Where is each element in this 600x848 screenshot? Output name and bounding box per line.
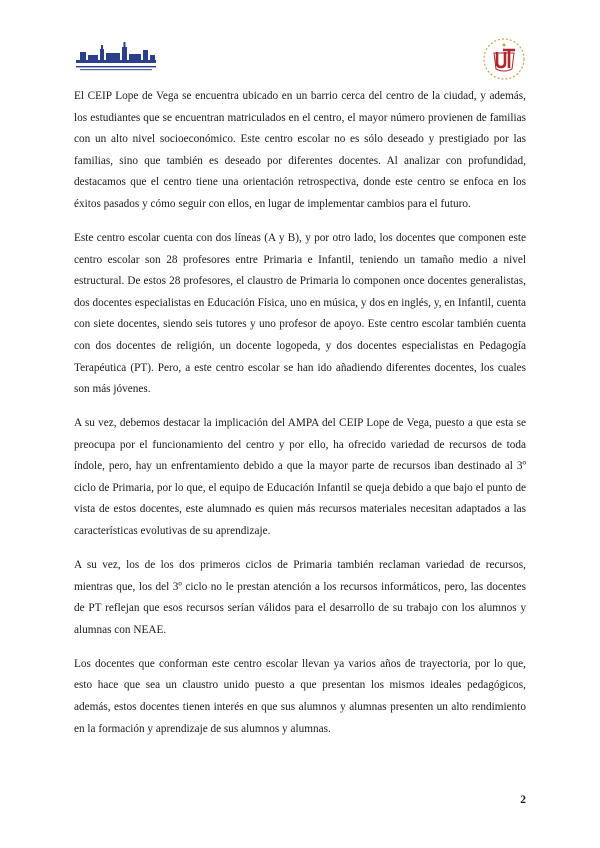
page-number: 2	[520, 794, 526, 806]
page-header	[0, 0, 600, 85]
paragraph: A su vez, los de los dos primeros ciclos de Primaria también reclaman variedad de recursos, mientras que, los del 3º ciclo no le prestan atención a los recursos informáticos, pero, las docentes de PT reflejan que esos recursos serían válidos para el desarrollo de su trabajo con los alumnos y alumnas con NEAE.	[74, 559, 526, 636]
paragraph: Este centro escolar cuenta con dos líneas (A y B), y por otro lado, los docentes que componen este centro escolar son 28 profesores entre Primaria e Infantil, teniendo un tamaño medio a nivel estructural. De estos 28 profesores, el claustro de Primaria lo componen once docentes generalistas, dos docentes especialistas en Educación Física, uno en música, y dos en inglés, y, en Infantil, cuenta con siete docentes, siendo seis tutores y uno profesor de apoyo. Este centro escolar también cuenta con dos docentes de religión, un docente logopeda, y dos docentes especialistas en Pedagogía Terapéutica (PT). Pero, a este centro escolar se han ido añadiendo diferentes docentes, los cuales son más jóvenes.	[74, 231, 526, 396]
paragraph: Los docentes que conforman este centro escolar llevan ya varios años de trayectoria, por lo que, esto hace que sea un claustro unido puesto a que presentan los mismos ideales pedagógicos, además, estos docentes tienen interés en que sus alumnos y alumnas presenten un alto rendimiento en la formación y aprendizaje de sus alumnos y alumnas.	[74, 657, 526, 735]
paragraph: El CEIP Lope de Vega se encuentra ubicado en un barrio cerca del centro de la ciudad, y además, los estudiantes que se encuentran matriculados en el centro, el mayor número provienen de familias con un alto nivel socioeconómico. Este centro escolar no es sólo deseado y prestigiado por las familias, sino que también es deseado por diferentes docentes. Al analizar con profundidad, destacamos que el centro tiene una orientación retrospectiva, donde este centro se enfoca en los éxitos pasados y cómo seguir con ellos, en lugar de implementar cambios para el futuro.	[74, 90, 526, 210]
university-building-logo-icon	[74, 40, 158, 76]
paragraph: A su vez, debemos destacar la implicación del AMPA del CEIP Lope de Vega, puesto a que esta se preocupa por el funcionamiento del centro y por ello, ha ofrecido variedad de recursos de toda índole, pero, hay un enfrentamiento debido a que la mayor parte de recursos iban destinado al 3º ciclo de Primaria, por lo que, el equipo de Educación Infantil se queja debido a que bajo el punto de vista de estos docentes, este alumnado es quien más recursos materiales necesitan adaptados a las características evolutivas de su aprendizaje.	[74, 417, 526, 538]
university-crest-logo-icon	[482, 37, 526, 81]
body-text	[74, 86, 526, 753]
